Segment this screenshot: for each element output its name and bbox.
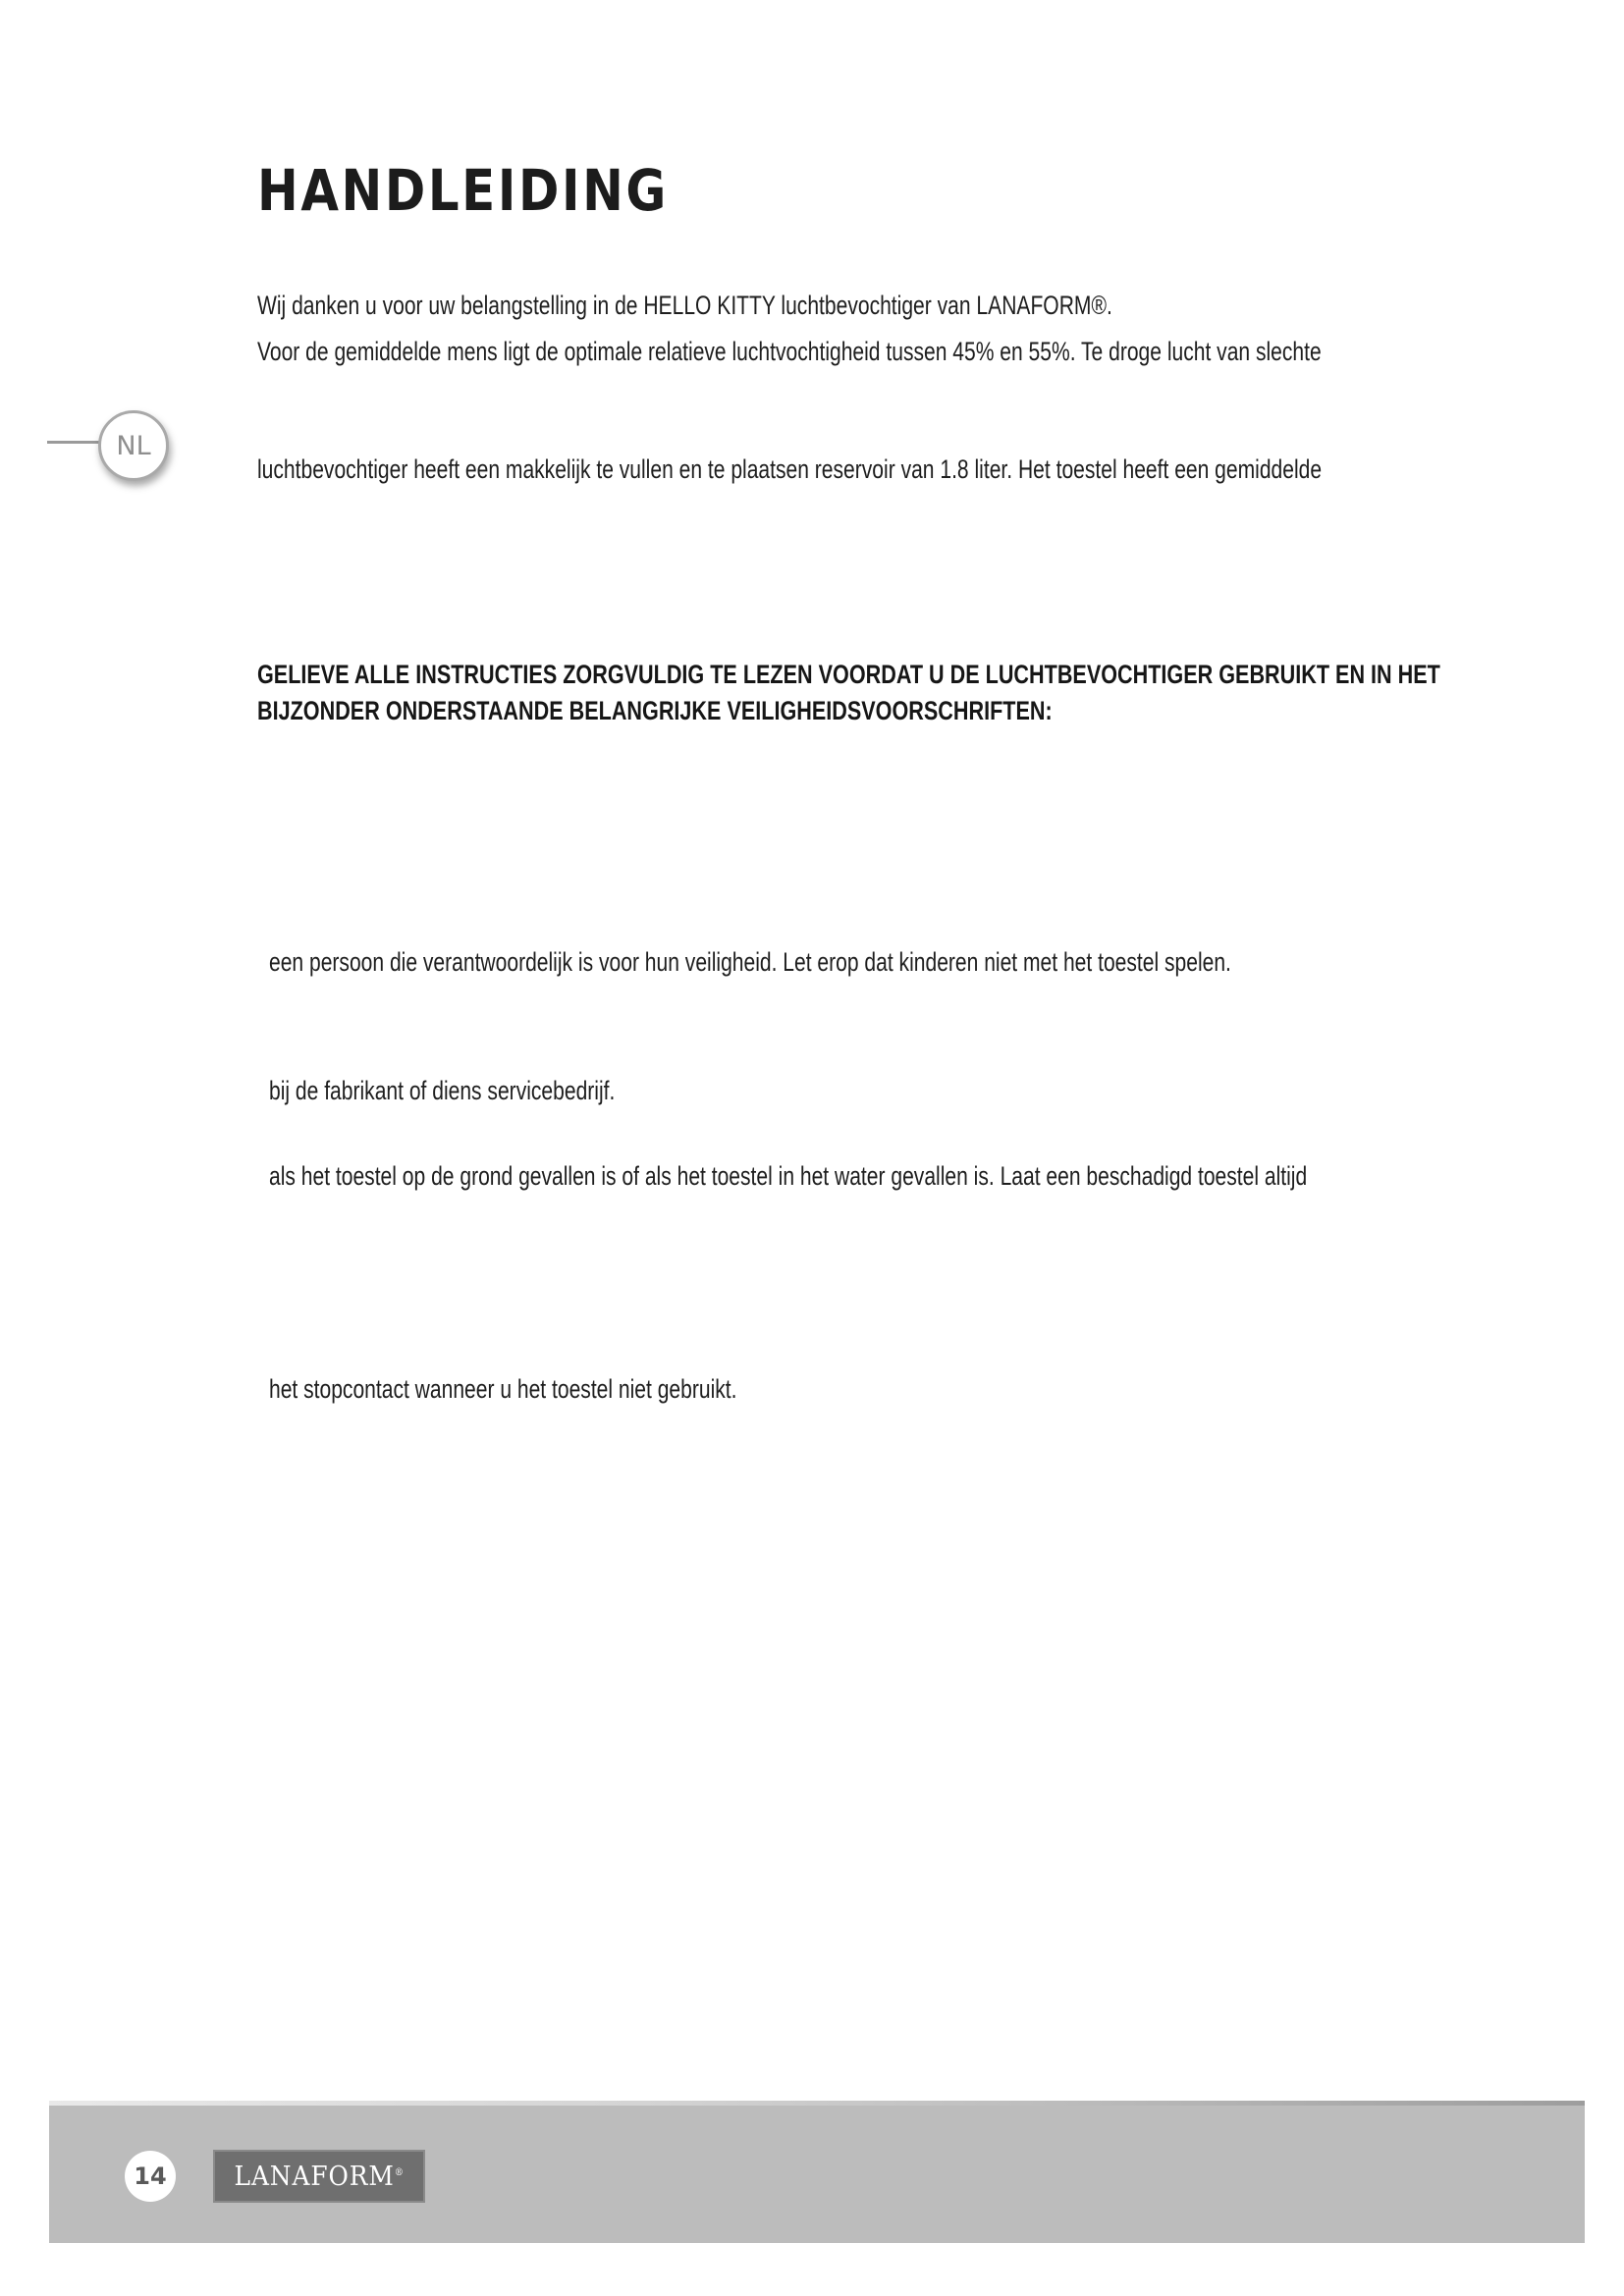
warning-heading-line-2: BIJZONDER ONDERSTAANDE BELANGRIJKE VEILIGHEIDSVOORSCHRIFTEN: (257, 696, 1053, 725)
intro-line-2: Voor de gemiddelde mens ligt de optimale relatieve luchtvochtigheid tussen 45% en 55%. Te droge lucht van slechte (257, 337, 1322, 366)
brand-registered-mark: ® (394, 2166, 405, 2178)
safety-line-1: een persoon die verantwoordelijk is voor hun veiligheid. Let erop dat kinderen niet met het toestel spelen. (269, 947, 1231, 977)
safety-line-2: bij de fabrikant of diens servicebedrijf. (269, 1076, 616, 1105)
intro-line-3: luchtbevochtiger heeft een makkelijk te vullen en te plaatsen reservoir van 1.8 liter. Het toestel heeft een gemiddelde (257, 454, 1323, 484)
safety-line-4: het stopcontact wanneer u het toestel niet gebruikt. (269, 1374, 737, 1404)
intro-line-1: Wij danken u voor uw belangstelling in de HELLO KITTY luchtbevochtiger van LANAFORM®. (257, 291, 1112, 320)
language-badge-label: NL (116, 430, 151, 461)
language-badge (98, 410, 169, 481)
brand-logo (213, 2150, 425, 2203)
page-number-label: 14 (134, 2163, 167, 2190)
safety-line-3: als het toestel op de grond gevallen is of als het toestel in het water gevallen is. Laat een beschadigd toestel altijd (269, 1161, 1308, 1191)
page-number (125, 2151, 176, 2202)
brand-logo-text (234, 2162, 404, 2192)
warning-heading-line-1: GELIEVE ALLE INSTRUCTIES ZORGVULDIG TE LEZEN VOORDAT U DE LUCHTBEVOCHTIGER GEBRUIKT EN IN HET (257, 660, 1440, 689)
page-title: HANDLEIDING (257, 157, 669, 224)
brand-name: LANAFORM (234, 2161, 395, 2192)
